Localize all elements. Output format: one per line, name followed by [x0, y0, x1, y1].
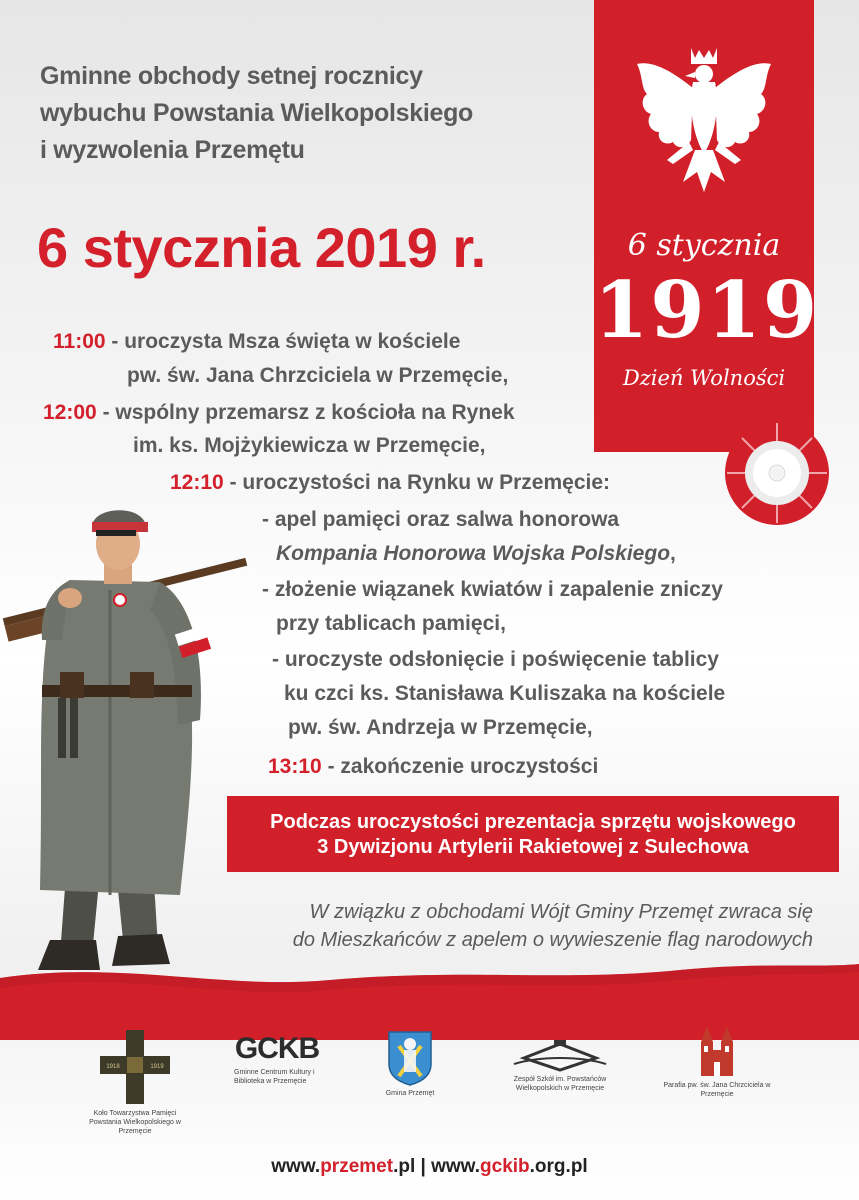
link-prefix: www.: [271, 1156, 321, 1177]
honor-company: Kompania Honorowa Wojska Polskiego: [276, 542, 671, 565]
schedule-time: 12:00: [43, 401, 97, 424]
logo-zespol-szkol: [500, 1036, 620, 1093]
footer-separator: |: [415, 1156, 432, 1177]
cross-emblem-icon: [100, 1028, 170, 1106]
school-cap-icon: [510, 1036, 610, 1072]
soldier-illustration: [0, 500, 260, 980]
schedule-bullet-3: - uroczyste odsłonięcie i poświęcenie tablicy: [272, 648, 719, 671]
schedule-item-2: [43, 401, 515, 425]
logo-gmina-przemet: [370, 1030, 450, 1098]
schedule-item-1: [53, 330, 460, 354]
logo-label: Parafia pw. św. Jana Chrzciciela w Przemęcie: [663, 1082, 771, 1098]
appeal-line-1: W związku z obchodami Wójt Gminy Przemęt zwraca się: [309, 901, 813, 923]
banner-day: 6 stycznia: [627, 228, 781, 263]
schedule-bullet-2-cont: przy tablicach pamięci,: [276, 612, 506, 635]
footer-link-przemet[interactable]: [271, 1156, 415, 1177]
partner-logos: [0, 1010, 859, 1140]
link-suffix: .pl: [393, 1156, 416, 1177]
intro-line-2: wybuchu Powstania Wielkopolskiego: [40, 99, 474, 127]
event-date: 6 stycznia 2019 r.: [37, 216, 486, 279]
schedule-text: - wspólny przemarsz z kościoła na Rynek: [102, 401, 515, 424]
schedule-bullet-3-cont2: pw. św. Andrzeja w Przemęcie,: [288, 716, 593, 739]
gckb-mark: GCKB: [234, 1032, 320, 1065]
link-domain: przemet: [320, 1156, 394, 1177]
schedule-item-4: [268, 755, 598, 779]
logo-label: Zespół Szkół im. Powstańców Wielkopolskich w Przemęcie: [513, 1076, 607, 1092]
schedule-bullet-3-cont: ku czci ks. Stanisława Kuliszaka na kościele: [284, 682, 726, 705]
notice-line-1: Podczas uroczystości prezentacja sprzętu wojskowego: [270, 811, 796, 833]
church-icon: [695, 1022, 739, 1078]
coat-of-arms-icon: [387, 1030, 433, 1086]
schedule-bullet-1-cont: [276, 542, 676, 566]
logo-kolo-tpwp: [80, 1028, 190, 1136]
footer-link-gckib[interactable]: [431, 1156, 588, 1177]
footer-links: [0, 1156, 859, 1178]
logo-gckb: [234, 1032, 320, 1086]
appeal-line-2: do Mieszkańców z apelem o wywieszenie flag narodowych: [292, 929, 813, 951]
schedule-text: - zakończenie uroczystości: [327, 755, 599, 778]
appeal-text: [240, 898, 813, 954]
schedule-time: 12:10: [170, 471, 224, 494]
schedule-time: 11:00: [53, 330, 106, 353]
notice-box: [227, 796, 839, 872]
cross-year-right: 1919: [150, 1064, 164, 1070]
red-banner: [594, 0, 820, 452]
schedule-item-2-cont: im. ks. Mojżykiewicza w Przemęcie,: [133, 434, 486, 457]
logo-label: Koło Towarzystwa Pamięci Powstania Wielkopolskiego w Przemęcie: [89, 1110, 181, 1135]
schedule-time: 13:10: [268, 755, 322, 778]
schedule-bullet-2: - złożenie wiązanek kwiatów i zapalenie zniczy: [262, 578, 723, 601]
schedule-item-1-cont: pw. św. Jana Chrzciciela w Przemęcie,: [127, 364, 509, 387]
white-eagle-icon: [633, 42, 775, 212]
intro-line-1: Gminne obchody setnej rocznicy: [40, 62, 423, 90]
schedule-item-3: [170, 471, 610, 495]
logo-label: Gmina Przemęt: [385, 1090, 435, 1097]
logo-label: Gminne Centrum Kultury i Biblioteka w Przemęcie: [234, 1069, 315, 1085]
link-suffix: .org.pl: [529, 1156, 588, 1177]
schedule-text: - uroczystości na Rynku w Przemęcie:: [229, 471, 611, 494]
cockade-icon: [722, 418, 832, 528]
banner-year: 1919: [594, 265, 820, 356]
notice-line-2: 3 Dywizjonu Artylerii Rakietowej z Sulechowa: [317, 836, 749, 858]
banner-subtitle: Dzień Wolności: [622, 366, 786, 390]
link-prefix: www.: [431, 1156, 481, 1177]
schedule-text: - uroczysta Msza święta w kościele: [111, 330, 461, 353]
intro-heading: [40, 58, 580, 169]
schedule-bullet-1: - apel pamięci oraz salwa honorowa: [262, 508, 620, 531]
logo-parafia: [662, 1022, 772, 1099]
comma: ,: [670, 542, 676, 565]
intro-line-3: i wyzwolenia Przemętu: [40, 136, 305, 164]
cross-year-left: 1918: [106, 1064, 120, 1070]
link-domain: gckib: [480, 1156, 530, 1177]
